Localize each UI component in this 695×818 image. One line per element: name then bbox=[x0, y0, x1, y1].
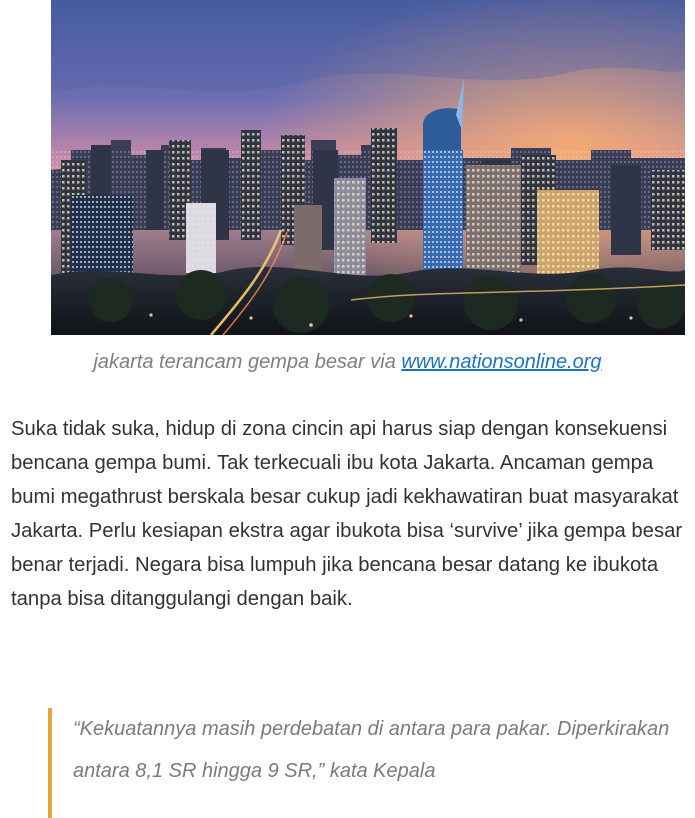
blockquote-text: “Kekuatannya masih perdebatan di antara para pakar. Diperkirakan antara 8,1 SR hingga 9 SR,” kata Kepala bbox=[73, 718, 670, 782]
caption-source-link[interactable]: www.nationsonline.org bbox=[401, 351, 602, 373]
caption-text: jakarta terancam gempa besar via bbox=[93, 351, 402, 373]
article-paragraph: Suka tidak suka, hidup di zona cincin api harus siap dengan konsekuensi bencana gempa bumi. Tak terkecuali ibu kota Jakarta. Ancaman gempa bumi megathrust berskala besar cukup jadi kekhawatiran buat masyarakat Jakarta. Perlu kesiapan ekstra agar ibukota bisa ‘survive’ jika gempa besar benar terjadi. Negara bisa lumpuh jika bencana besar datang ke ibukota tanpa bisa ditanggulangi dengan baik. bbox=[11, 418, 683, 610]
image-caption bbox=[0, 351, 695, 374]
article-blockquote bbox=[48, 708, 693, 818]
city-skyline-photo bbox=[51, 0, 685, 335]
